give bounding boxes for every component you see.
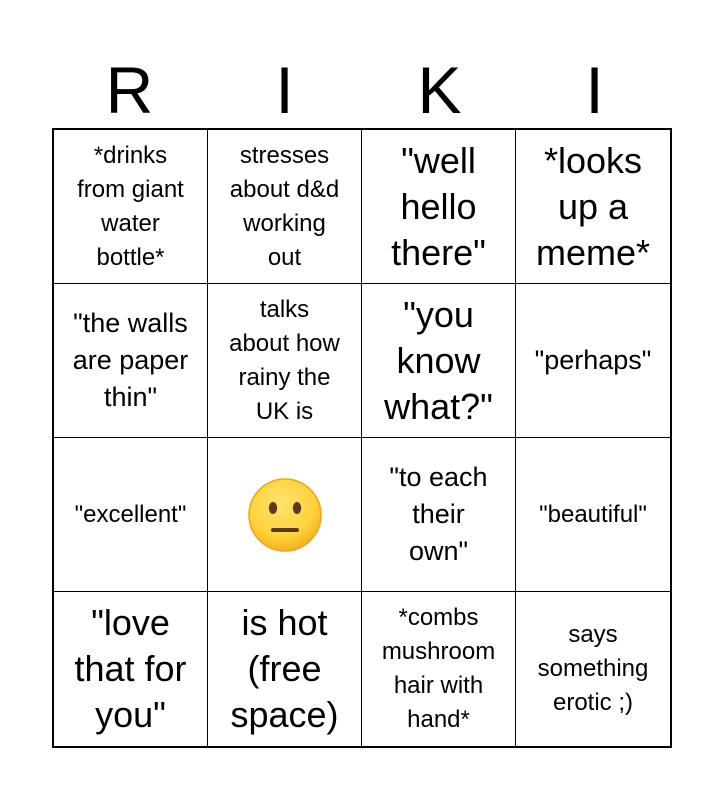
cell-text: is hot (free space) [230,602,339,735]
bingo-header [52,52,672,128]
cell-text: "well hello there" [391,139,486,273]
cell-text: "the walls are paper thin" [72,308,189,412]
bingo-cell-13[interactable] [54,592,208,746]
bingo-cell-15[interactable] [362,592,516,746]
cell-text: *combs mushroom hair with hand* [381,604,496,733]
bingo-cell-2[interactable] [208,130,362,284]
cell-text: "you know what?" [384,293,493,427]
bingo-cell-11[interactable] [362,438,516,592]
bingo-cell-4[interactable] [516,130,670,284]
bingo-cell-14[interactable] [208,592,362,746]
bingo-cell-3[interactable] [362,130,516,284]
cell-text: "perhaps" [534,345,652,375]
cell-text: stresses about d&d working out [229,141,340,271]
header-letter-r: R [105,53,154,127]
bingo-cell-9[interactable] [54,438,208,592]
cell-text: *looks up a meme* [535,139,651,273]
bingo-cell-1[interactable] [54,130,208,284]
header-letter-i-second: I [585,53,604,127]
bingo-cell-7[interactable] [362,284,516,438]
cell-text: "to each their own" [389,462,488,566]
header-letter-i: I [275,53,294,127]
bingo-cell-12[interactable] [516,438,670,592]
cell-text: talks about how rainy the UK is [229,295,340,425]
bingo-cell-5[interactable] [54,284,208,438]
cell-text: "love that for you" [74,602,187,735]
cell-text: says something erotic ;) [537,621,649,716]
bingo-grid [52,128,672,748]
cell-text: *drinks from giant water bottle* [77,141,184,271]
bingo-cell-16[interactable] [516,592,670,746]
cell-text: "excellent" [74,500,187,528]
bingo-cell-6[interactable] [208,284,362,438]
header-letter-k: K [417,53,462,127]
cell-text: "beautiful" [539,500,647,528]
bingo-cell-8[interactable] [516,284,670,438]
bingo-cell-free[interactable] [208,438,362,592]
neutral-face-emoji-icon [246,476,324,554]
